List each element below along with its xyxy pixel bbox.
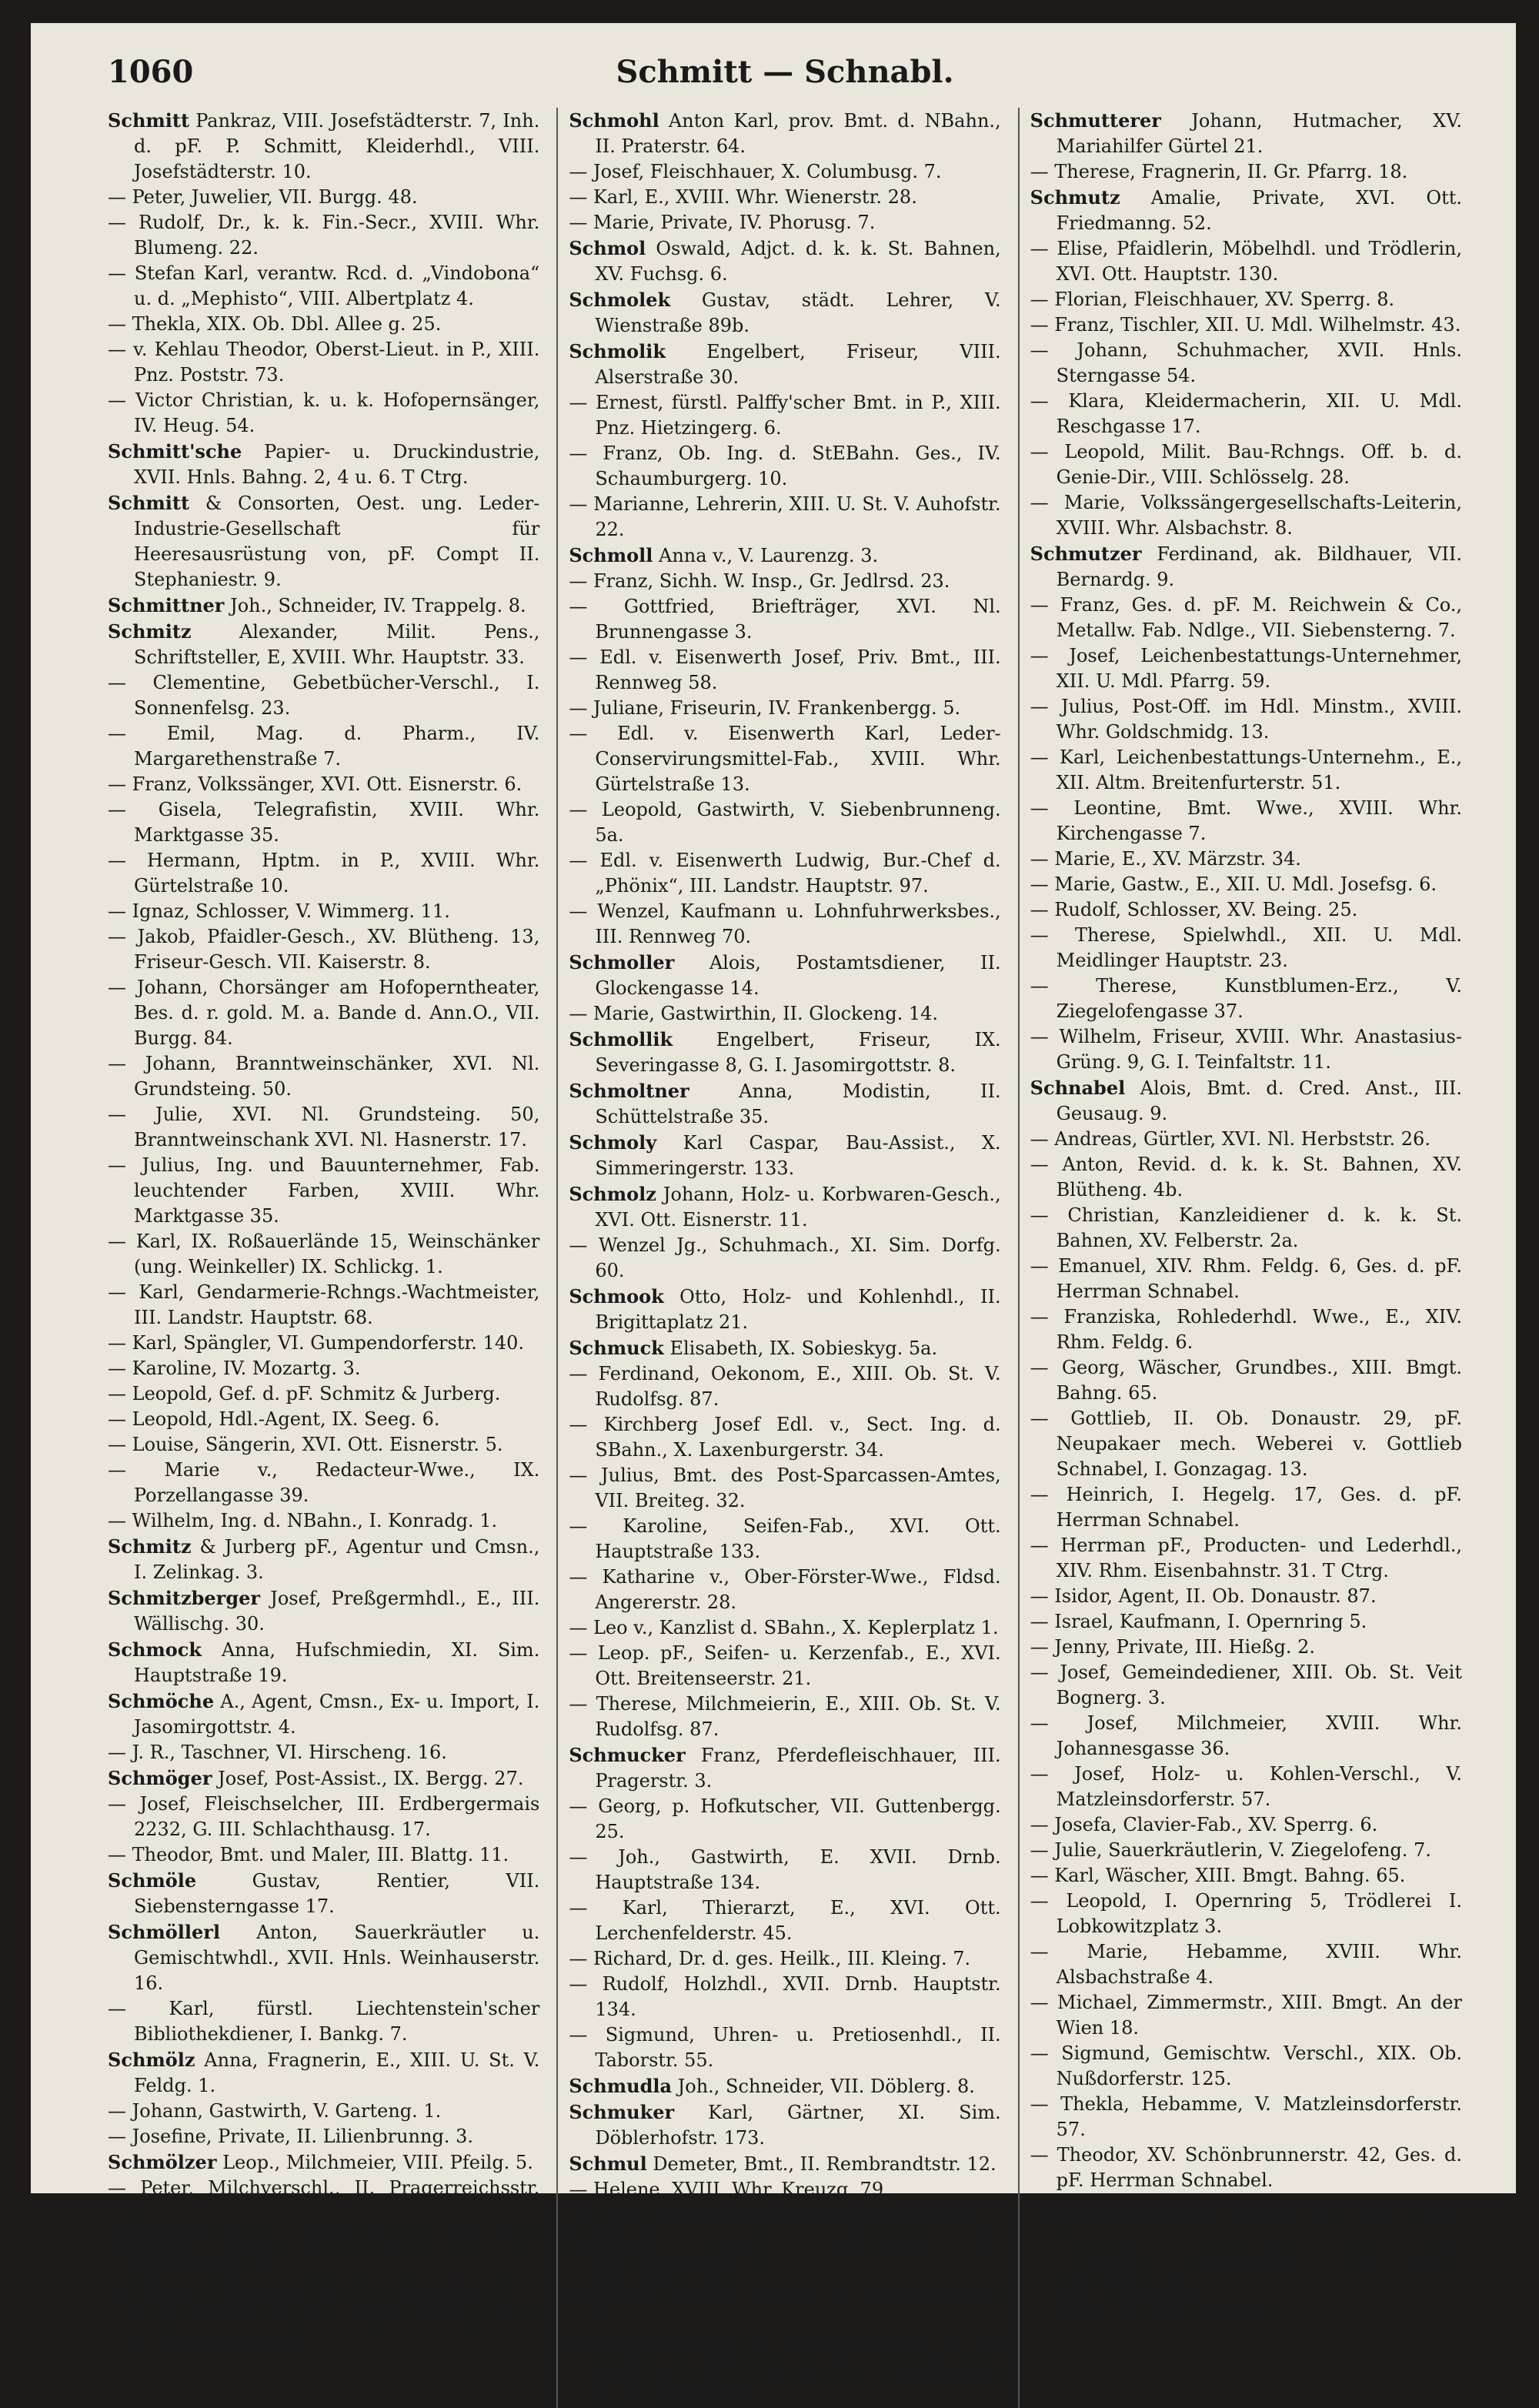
directory-entry: Schmitz & Jurberg pF., Agentur und Cmsn., I. Zelinkag. 3. bbox=[108, 1535, 540, 1583]
directory-entry: — Emil, Mag. d. Pharm., IV. Margarethenstraße 7. bbox=[108, 723, 540, 770]
directory-entry: Schmolz Johann, Holz- u. Korbwaren-Gesch., XVI. Ott. Eisnerstr. 11. bbox=[569, 1183, 1001, 1231]
directory-entry: — Marie, E., XV. Märzstr. 34. bbox=[1030, 848, 1301, 870]
directory-entry: — Leop. pF., Seifen- u. Kerzenfab., E., XVI. Ott. Breitenseerstr. 21. bbox=[569, 1642, 1001, 1689]
directory-entry: — Wilhelm, Ing. d. NBahn., I. Konradg. 1. bbox=[108, 1510, 498, 1531]
page-header bbox=[108, 54, 1462, 108]
directory-entry: — Wenzel Jg., Schuhmach., XI. Sim. Dorfg. 60. bbox=[569, 1234, 1001, 1281]
directory-entry: — Hermann, Hptm. in P., XVIII. Whr. Gürtelstraße 10. bbox=[108, 850, 540, 897]
directory-entry: — Josef, Leichenbestattungs-Unternehmer, XII. U. Mdl. Pfarrg. 59. bbox=[1030, 645, 1462, 692]
directory-entry: — Karl, Wäscher, XIII. Bmgt. Bahng. 65. bbox=[1030, 1865, 1406, 1886]
directory-entry: — Richard, Dr. d. ges. Heilk., III. Kleing. 7. bbox=[569, 1948, 971, 1969]
directory-entry: — Karl, Spängler, VI. Gumpendorferstr. 140. bbox=[108, 1332, 524, 1354]
directory-entry: Schmoltner Anna, Modistin, II. Schüttelstraße 35. bbox=[569, 1080, 1001, 1127]
directory-entry: — Leopold, Gef. d. pF. Schmitz & Jurberg. bbox=[108, 1383, 501, 1404]
directory-entry: — Leopold, I. Opernring 5, Trödlerei I. Lobkowitzplatz 3. bbox=[1030, 1890, 1462, 1937]
directory-entry: — Leopold, Hdl.-Agent, IX. Seeg. 6. bbox=[108, 1408, 440, 1430]
directory-entry: — Israel, Kaufmann, I. Opernring 5. bbox=[1030, 1611, 1367, 1632]
directory-entry: — Johann, Gastwirth, V. Garteng. 1. bbox=[108, 2100, 442, 2122]
directory-entry: Schmitt'sche Papier- u. Druckindustrie, XVII. Hnls. Bahng. 2, 4 u. 6. T Ctrg. bbox=[108, 440, 540, 488]
directory-entry: — Josef, Gemeindediener, XIII. Ob. St. Veit Bognerg. 3. bbox=[1030, 1662, 1462, 1708]
directory-columns bbox=[108, 108, 1462, 2408]
directory-entry: Schmoller Alois, Postamtsdiener, II. Glockengasse 14. bbox=[569, 951, 1001, 999]
directory-entry: — Joh., Gastwirth, E. XVII. Drnb. Hauptstraße 134. bbox=[569, 1846, 1001, 1893]
directory-entry: Schmoly Karl Caspar, Bau-Assist., X. Simmeringerstr. 133. bbox=[569, 1131, 1001, 1179]
directory-entry: — Marie, Hebamme, XVIII. Whr. Alsbachstraße 4. bbox=[1030, 1941, 1462, 1988]
directory-entry: — Gisela, Telegrafistin, XVIII. Whr. Marktgasse 35. bbox=[108, 799, 540, 846]
directory-entry: — Heinrich, I. Hegelg. 17, Ges. d. pF. Herrman Schnabel. bbox=[1030, 1484, 1462, 1531]
directory-entry: — Marie, Gastwirthin, II. Glockeng. 14. bbox=[569, 1003, 939, 1024]
directory-entry: — Michael, Zimmermstr., XIII. Bmgt. An der Wien 18. bbox=[1030, 1992, 1462, 2039]
directory-entry: — Josefine, Private, II. Lilienbrunng. 3. bbox=[108, 2126, 473, 2147]
directory-entry: — Georg, p. Hofkutscher, VII. Guttenbergg. 25. bbox=[569, 1795, 1001, 1842]
directory-entry: Schmucker Franz, Pferdefleischhauer, III. Pragerstr. 3. bbox=[569, 1744, 1001, 1792]
directory-entry: — Gottfried, Briefträger, XVI. Nl. Brunnengasse 3. bbox=[569, 596, 1001, 643]
directory-entry: — Aloisia, Victualienhdl., XIV. Rhm. Dreihausg. 17. bbox=[1030, 2246, 1462, 2293]
directory-entry: — Wilhelm, Friseur, XVIII. Whr. Anastasius-Grüng. 9, G. I. Teinfaltstr. 11. bbox=[1030, 1026, 1462, 1073]
directory-entry: — Wenzel, Kaufmann u. Lohnfuhrwerksbes., III. Rennweg 70. bbox=[569, 900, 1001, 947]
directory-entry: — Johann, Schuhmacher, XVII. Hnls. Sterngasse 54. bbox=[1030, 339, 1462, 386]
directory-entry: — Juliane, Friseurin, IV. Frankenbergg. 5. bbox=[569, 697, 961, 719]
directory-entry: Schmohl Aloisia, Kaffeeschank, XVI. Ott. Elisabethg. 14. bbox=[108, 2228, 540, 2276]
directory-entry: — Therese, Spielwhdl., XII. U. Mdl. Meidlinger Hauptstr. 23. bbox=[1030, 924, 1462, 971]
directory-entry: — Rudolf, Dr., k. k. Fin.-Secr., XVIII. Whr. Blumeng. 22. bbox=[108, 212, 540, 259]
directory-entry: Schmook Otto, Holz- und Kohlenhdl., II. Brigittaplatz 21. bbox=[569, 1285, 1001, 1333]
directory-entry: — Theodor, Bmt. und Maler, III. Blattg. 11. bbox=[108, 1844, 509, 1865]
directory-entry: — Karl, fürstl. Liechtenstein'scher Bibliothekdiener, I. Bankg. 7. bbox=[108, 1998, 540, 2045]
directory-entry: — Aloisia, Hebamme, XI. Sim. Hauptstr. 43. bbox=[108, 2279, 517, 2301]
directory-entry: — Herrman pF., Producten- und Lederhdl., XIV. Rhm. Eisenbahnstr. 31. T Ctrg. bbox=[1030, 1535, 1462, 1581]
directory-entry: — Sigmund, Uhren- u. Pretiosenhdl., II. Taborstr. 55. bbox=[569, 2024, 1001, 2071]
directory-entry: — Ignaz, Schlosser, V. Wimmerg. 11. bbox=[108, 900, 450, 922]
directory-entry: — Therese, Fragnerin, II. Gr. Pfarrg. 18. bbox=[1030, 161, 1408, 182]
directory-entry: — Andreas, Gürtler, XVI. Nl. Herbststr. 26. bbox=[1030, 1128, 1431, 1150]
column-right bbox=[1018, 108, 1462, 2408]
directory-entry: Schmitzberger Josef, Preßgermhdl., E., III. Wällischg. 30. bbox=[108, 1587, 540, 1635]
directory-entry: — Edl. v. Eisenwerth Ludwig, Bur.-Chef d. „Phönix“, III. Landstr. Hauptstr. 97. bbox=[569, 850, 1001, 897]
page-number: 1060 bbox=[108, 54, 194, 90]
directory-entry: — Marie, Gastw., E., XII. U. Mdl. Josefsg. 6. bbox=[1030, 873, 1437, 895]
directory-entry: Schmitz Alexander, Milit. Pens., Schriftsteller, E, XVIII. Whr. Hauptstr. 33. bbox=[108, 620, 540, 668]
directory-entry: Schmol Oswald, Adjct. d. k. k. St. Bahnen, XV. Fuchsg. 6. bbox=[569, 237, 1001, 285]
directory-entry: — Ferdinand, Oekonom, E., XIII. Ob. St. V. Rudolfsg. 87. bbox=[569, 1363, 1001, 1410]
directory-entry: — Karl, Leichenbestattungs-Unternehm., E., XII. Altm. Breitenfurterstr. 51. bbox=[1030, 746, 1462, 793]
directory-entry: Schmölzer Leop., Milchmeier, VIII. Pfeilg. 5. bbox=[108, 2151, 533, 2173]
column-middle bbox=[556, 108, 1000, 2408]
directory-entry: — Therese, Milchmeierin, E., XIII. Ob. St. V. Rudolfsg. 87. bbox=[569, 1693, 1001, 1740]
directory-entry: — Victor Christian, k. u. k. Hofopernsänger, IV. Heug. 54. bbox=[108, 389, 540, 436]
directory-entry: — Julie, XVI. Nl. Grundsteing. 50, Branntweinschank XVI. Nl. Hasnerstr. 17. bbox=[108, 1104, 540, 1151]
directory-entry: Schmutterer Ignaz, Lithograf, Ges. d. pF. Haufler, Schmutterer & Co., Steindrucker, III. Marxerg. 29. bbox=[569, 2333, 1001, 2406]
directory-entry: — Marie v., Redacteur-Wwe., IX. Porzellangasse 39. bbox=[108, 1459, 540, 1506]
directory-entry: — Clementine, Gebetbücher-Verschl., I. Sonnenfelsg. 23. bbox=[108, 672, 540, 719]
directory-entry: — Franz, Volkssänger, XVI. Ott. Eisnerstr. 6. bbox=[108, 773, 522, 795]
directory-entry: — Marianne, Lehrerin, XIII. U. St. V. Auhofstr. 22. bbox=[569, 493, 1001, 540]
directory-entry: Schmolek Gustav, städt. Lehrer, V. Wienstraße 89b. bbox=[569, 289, 1001, 336]
directory-entry: — Johann, Chorsänger am Hofoperntheater, Bes. d. r. gold. M. a. Bande d. Ann.O., VII. Burgg. 84. bbox=[108, 977, 540, 1049]
directory-entry: — Marie, Private, IV. Phorusg. 7. bbox=[569, 212, 876, 233]
directory-entry: — Anton, Revid. d. k. k. St. Bahnen, XV. Blütheng. 4b. bbox=[1030, 1154, 1462, 1201]
directory-entry: — Edl. v. Eisenwerth Karl, Leder-Conservirungsmittel-Fab., XVIII. Whr. Gürtelstraße 13. bbox=[569, 723, 1001, 795]
directory-entry: Schmula Barth., Schneider, IX. Michelbeuerng. 4. bbox=[569, 2229, 1001, 2277]
directory-entry: — Helene, XVIII. Whr. Kreuzg. 79. bbox=[569, 2179, 890, 2200]
column-left bbox=[108, 108, 539, 2408]
directory-entry: Schmölz Anna, Fragnerin, E., XIII. U. St. V. Feldg. 1. bbox=[108, 2049, 540, 2096]
directory-entry: — Peter, Milchverschl., II. Pragerreichsstr. 11. bbox=[108, 2177, 540, 2224]
directory-entry: — Jakob, Pfaidler-Gesch., XV. Blütheng. 13, Friseur-Gesch. VII. Kaiserstr. 8. bbox=[108, 926, 540, 973]
directory-entry: — Franz, Tischler, XII. U. Mdl. Wilhelmstr. 43. bbox=[1030, 314, 1461, 336]
directory-entry: — Jenny, Private, III. Hießg. 2. bbox=[1030, 1636, 1315, 1658]
directory-entry: Schmöllerl Anton, Sauerkräutler u. Gemischtwhdl., XVII. Hnls. Weinhauserstr. 16. bbox=[108, 1921, 540, 1994]
directory-entry: Schmittner Joh., Schneider, IV. Trappelg. 8. bbox=[108, 594, 526, 616]
directory-entry: — Franz, Sichh. W. Insp., Gr. Jedlrsd. 23. bbox=[569, 570, 950, 592]
directory-entry: Schmuker Karl, Gärtner, XI. Sim. Döblerhofstr. 173. bbox=[569, 2101, 1001, 2149]
directory-entry: — Kirchberg Josef Edl. v., Sect. Ing. d. SBahn., X. Laxenburgerstr. 34. bbox=[569, 1414, 1001, 1461]
directory-entry: Schmock Anna, Hufschmiedin, XI. Sim. Hauptstraße 19. bbox=[108, 1638, 540, 1686]
directory-entry: Schmutterer Johann, Hutmacher, XV. Mariahilfer Gürtel 21. bbox=[1030, 109, 1462, 157]
directory-entry: — Karoline, Seifen-Fab., XVI. Ott. Hauptstraße 133. bbox=[569, 1515, 1001, 1562]
directory-entry: — Peter, Juwelier, VII. Burgg. 48. bbox=[108, 186, 418, 208]
running-head: Schmitt — Schnabl. bbox=[616, 54, 954, 90]
directory-entry: Schmitt & Consorten, Oest. ung. Leder-Industrie-Gesellschaft für Heeresausrüstung von, pF. Compt II. Stephaniestr. 9. bbox=[108, 492, 540, 590]
directory-entry: — Therese, Kunstblumen-Erz., V. Ziegelofengasse 37. bbox=[1030, 975, 1462, 1022]
directory-entry: — Franz, Ges. d. pF. M. Reichwein & Co., Metallw. Fab. Ndlge., VII. Siebensterng. 7. bbox=[1030, 594, 1462, 641]
directory-entry: — Ernest, fürstl. Palffy'scher Bmt. in P., XIII. Pnz. Hietzingerg. 6. bbox=[569, 392, 1001, 439]
directory-entry: — Klara, Kleidermacherin, XII. U. Mdl. Reschgasse 17. bbox=[1030, 390, 1462, 437]
directory-entry: — Leopold, Milit. Bau-Rchngs. Off. b. d. Genie-Dir., VIII. Schlösselg. 28. bbox=[1030, 441, 1462, 488]
directory-entry: — Anton, Fleischselcher, X. Johanniterg. 4, G. X. Himbergerstr. 1. bbox=[108, 2305, 540, 2352]
directory-entry: — Julius, Post-Off. im Hdl. Minstm., XVIII. Whr. Goldschmidg. 13. bbox=[1030, 696, 1462, 743]
directory-entry: Schnabel Alois, Bmt. d. Cred. Anst., III. Geusaug. 9. bbox=[1030, 1077, 1462, 1124]
directory-entry: — J. R., Taschner, VI. Hirscheng. 16. bbox=[108, 1742, 447, 1763]
directory-entry: — Josef, Holz- u. Kohlen-Verschl., V. Matzleinsdorferstr. 57. bbox=[1030, 1763, 1462, 1810]
directory-entry: Schmulz Stefan, Friseur, II. Wittelsbachstr. 3. bbox=[569, 2281, 1001, 2329]
directory-entry: — Karl, Gendarmerie-Rchngs.-Wachtmeister, III. Landstr. Hauptstr. 68. bbox=[108, 1281, 540, 1328]
directory-entry: — Thekla, XIX. Ob. Dbl. Allee g. 25. bbox=[108, 313, 442, 335]
directory-entry: — Elise, Pfaidlerin, Möbelhdl. und Trödlerin, XVI. Ott. Hauptstr. 130. bbox=[1030, 238, 1462, 285]
directory-entry: — Louise, Sängerin, XVI. Ott. Eisnerstr. 5. bbox=[108, 1434, 503, 1455]
directory-entry: — Edl. v. Eisenwerth Josef, Priv. Bmt., III. Rennweg 58. bbox=[569, 646, 1001, 693]
directory-entry: Schnabl Alexander, Fiaker, XII. Gdz. Feldg. 4. bbox=[1030, 2195, 1462, 2243]
directory-entry: — Stefan Karl, verantw. Rcd. d. „Vindobona“ u. d. „Mephisto“, VIII. Albertplatz 4. bbox=[108, 262, 540, 309]
directory-entry: — Gottlieb, II. Ob. Donaustr. 29, pF. Neupakaer mech. Weberei v. Gottlieb Schnabel, I. Gonzagag. 13. bbox=[1030, 1408, 1462, 1480]
directory-entry: — Christian, Kanzleidiener d. k. k. St. Bahnen, XV. Felberstr. 2a. bbox=[1030, 1204, 1462, 1251]
directory-entry: Schmohl Anton Karl, prov. Bmt. d. NBahn., II. Praterstr. 64. bbox=[569, 109, 1001, 157]
directory-entry: — Josef, Fleischselcher, III. Erdbergermais 2232, G. III. Schlachthausg. 17. bbox=[108, 1793, 540, 1840]
directory-entry: Schmoll Anna v., V. Laurenzg. 3. bbox=[569, 544, 879, 566]
directory-entry: Schmöle Gustav, Rentier, VII. Siebensterngasse 17. bbox=[108, 1869, 540, 1917]
directory-entry: Schmöche A., Agent, Cmsn., Ex- u. Import, I. Jasomirgottstr. 4. bbox=[108, 1690, 540, 1738]
directory-entry: — Theodor, XV. Schönbrunnerstr. 42, Ges. d. pF. Herrman Schnabel. bbox=[1030, 2144, 1462, 2191]
directory-entry: — Josef, Milchmeier, XVIII. Whr. Johannesgasse 36. bbox=[1030, 1712, 1462, 1759]
directory-entry: Schmitt Pankraz, VIII. Josefstädterstr. 7, Inh. d. pF. P. Schmitt, Kleiderhdl., VIII. Josefstädterstr. 10. bbox=[108, 109, 540, 182]
directory-entry: Schmolik Engelbert, Friseur, VIII. Alserstraße 30. bbox=[569, 340, 1001, 388]
directory-entry: Schmollik Engelbert, Friseur, IX. Severingasse 8, G. I. Jasomirgottstr. 8. bbox=[569, 1028, 1001, 1076]
directory-entry: — Julius, Bmt. des Post-Sparcassen-Amtes, VII. Breiteg. 32. bbox=[569, 1465, 1001, 1511]
directory-entry: — Karl, IX. Roßauerlände 15, Weinschänker (ung. Weinkeller) IX. Schlickg. 1. bbox=[108, 1231, 540, 1277]
directory-entry: — Jakob, Bürstenbinder, IX. Alserbachstr. 2. bbox=[569, 2204, 982, 2226]
directory-entry: — Julius, Ing. und Bauunternehmer, Fab. leuchtender Farben, XVIII. Whr. Marktgasse 35. bbox=[108, 1154, 540, 1227]
directory-entry: Schmutz Amalie, Private, XVI. Ott. Friedmanng. 52. bbox=[1030, 186, 1462, 234]
directory-entry: — Franz, Ob. Ing. d. StEBahn. Ges., IV. Schaumburgerg. 10. bbox=[569, 443, 1001, 489]
directory-entry: Schmutzer Ferdinand, ak. Bildhauer, VII. Bernardg. 9. bbox=[1030, 543, 1462, 590]
directory-entry: — Johann, Branntweinschänker, XVI. Nl. Grundsteing. 50. bbox=[108, 1053, 540, 1100]
directory-entry: — Thekla, Hebamme, V. Matzleinsdorferstr. 57. bbox=[1030, 2093, 1462, 2140]
directory-entry: — Leopold, Gastwirth, V. Siebenbrunneng. 5a. bbox=[569, 799, 1001, 846]
directory-entry: — Rudolf, Schlosser, XV. Being. 25. bbox=[1030, 899, 1358, 920]
directory-entry: — Anton, E., III. Baumg. 2. bbox=[1030, 2297, 1282, 2319]
directory-entry: — Josef, Fleischhauer, X. Columbusg. 7. bbox=[569, 161, 942, 182]
directory-entry: Schmöger Josef, Post-Assist., IX. Bergg. 27. bbox=[108, 1767, 524, 1789]
directory-page bbox=[31, 23, 1516, 2406]
directory-entry: — Sigmund, Gemischtw. Verschl., XIX. Ob. Nußdorferstr. 125. bbox=[1030, 2042, 1462, 2089]
directory-entry: Schmul Demeter, Bmt., II. Rembrandtstr. 12. bbox=[569, 2153, 997, 2175]
directory-entry: — Isidor, Agent, II. Ob. Donaustr. 87. bbox=[1030, 1585, 1377, 1607]
directory-entry: — Marie, Volkssängergesellschafts-Leiterin, XVIII. Whr. Alsbachstr. 8. bbox=[1030, 492, 1462, 539]
directory-entry: — Karoline, IV. Mozartg. 3. bbox=[108, 1358, 361, 1379]
directory-entry: — Karl, Thierarzt, E., XVI. Ott. Lerchenfelderstr. 45. bbox=[569, 1897, 1001, 1944]
directory-entry: — Karl, E., XVIII. Whr. Wienerstr. 28. bbox=[569, 186, 917, 208]
directory-entry: — Katharine v., Ober-Förster-Wwe., Fldsd. Angererstr. 28. bbox=[569, 1566, 1001, 1613]
directory-entry: — Julie, Sauerkräutlerin, V. Ziegelofeng. 7. bbox=[1030, 1839, 1431, 1861]
directory-entry: — v. Kehlau Theodor, Oberst-Lieut. in P., XIII. Pnz. Poststr. 73. bbox=[108, 339, 540, 386]
directory-entry: — Josefa, Clavier-Fab., XV. Sperrg. 6. bbox=[1030, 1814, 1378, 1835]
directory-entry: — Leontine, Bmt. Wwe., XVIII. Whr. Kirchengasse 7. bbox=[1030, 797, 1462, 844]
directory-entry: — Emanuel, XIV. Rhm. Feldg. 6, Ges. d. pF. Herrman Schnabel. bbox=[1030, 1255, 1462, 1302]
directory-entry: — Georg, Wäscher, Grundbes., XIII. Bmgt. Bahng. 65. bbox=[1030, 1357, 1462, 1404]
directory-entry: — Franziska, Rohlederhdl. Wwe., E., XIV. Rhm. Feldg. 6. bbox=[1030, 1306, 1462, 1353]
directory-entry: — Florian, Fleischhauer, XV. Sperrg. 8. bbox=[1030, 289, 1395, 310]
directory-entry: — Leo v., Kanzlist d. SBahn., X. Keplerplatz 1. bbox=[569, 1617, 999, 1638]
directory-entry: Schmuck Elisabeth, IX. Sobieskyg. 5a. bbox=[569, 1337, 938, 1359]
directory-entry: — Rudolf, Holzhdl., XVII. Drnb. Hauptstr. 134. bbox=[569, 1973, 1001, 2020]
directory-entry: Schmudla Joh., Schneider, VII. Döblerg. 8. bbox=[569, 2075, 975, 2097]
